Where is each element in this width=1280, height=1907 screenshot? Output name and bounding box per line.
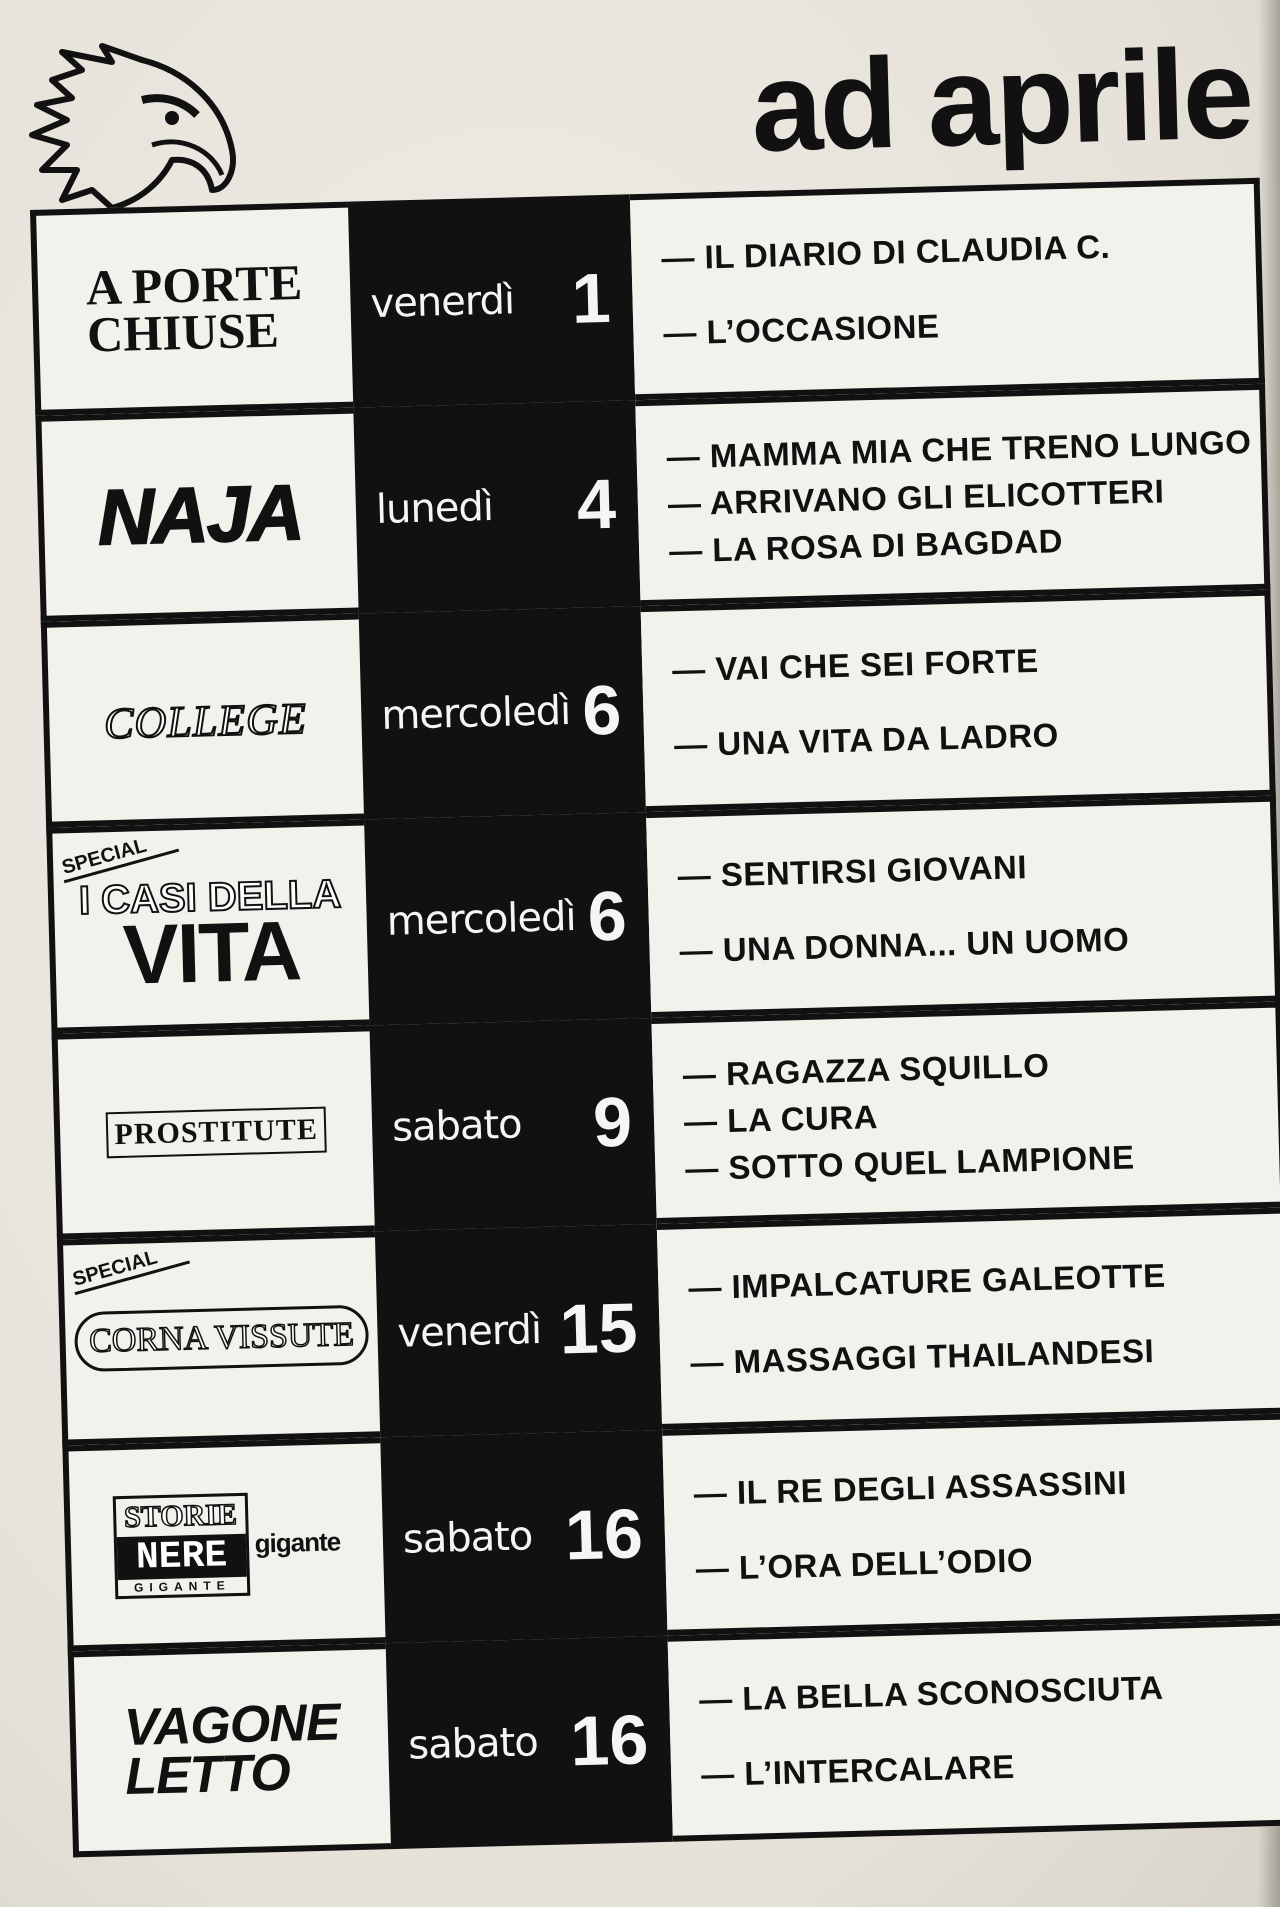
film-title: — UNA DONNA... UN UOMO [679,920,1130,970]
film-titles-cell [630,178,1265,400]
film-title: — ARRIVANO GLI ELICOTTERI [667,472,1165,523]
schedule-row [62,1413,1280,1651]
day-number: 1 [570,258,612,338]
series-logo-line: CHIUSE [86,301,280,363]
series-logo-line: GIGANTE [133,1577,231,1595]
series-logo-line: LETTO [124,1743,291,1807]
film-list [687,1217,1169,1423]
eagle-head-icon [22,40,262,210]
schedule-row [35,384,1270,622]
schedule-row [30,178,1265,416]
weekday-label: venerdì [369,277,515,328]
weekday-label: lunedì [375,483,494,534]
film-title: — LA ROSA DI BAGDAD [668,521,1064,570]
series-logo-text [85,253,304,363]
series-logo-line: COLLEGE [103,693,308,748]
film-title: — SOTTO QUEL LAMPIONE [684,1138,1135,1187]
day-number: 16 [569,1700,650,1781]
series-logo-text [97,466,304,562]
film-title: — MAMMA MIA CHE TRENO LUNGO [666,423,1252,476]
film-title: — UNA VITA DA LADRO [673,716,1060,764]
series-logo-line: CORNA VISSUTE [88,1315,355,1360]
series-logo-cell [62,1437,385,1651]
schedule-table [30,178,1280,1870]
film-list [676,806,1131,1012]
series-logo [36,208,353,410]
day-number: 9 [592,1082,634,1162]
film-title: — MASSAGGI THAILANDESI [689,1332,1155,1382]
series-logo [58,1031,375,1233]
film-titles-cell [646,796,1280,1018]
series-logo-line: VAGONE [123,1693,341,1757]
weekday-label: venerdì [396,1307,542,1357]
date-cell [380,1430,667,1643]
film-list [692,1424,1130,1629]
series-logo-cell [41,614,364,828]
film-title: — LA CURA [683,1097,879,1141]
date-cell [364,812,651,1025]
day-number: 6 [586,876,628,956]
film-title: — SENTIRSI GIOVANI [677,848,1028,895]
page-title: ad aprile [748,22,1253,179]
series-logo-line: VITA [121,903,302,1003]
weekday-label: mercoledì [380,688,571,739]
series-logo-line: I CASI DELLA [78,872,342,924]
date-cell [348,194,635,407]
date-cell [386,1636,673,1849]
schedule-row [57,1207,1280,1445]
film-titles-cell [662,1413,1280,1635]
series-logo-text [106,1107,327,1159]
series-logo-text [113,1490,342,1599]
film-titles-cell [657,1207,1280,1429]
weekday-label: sabato [407,1719,539,1769]
series-logo [47,620,364,822]
series-logo [52,825,369,1027]
schedule-row [41,590,1276,828]
film-title: — IL RE DEGLI ASSASSINI [693,1464,1128,1513]
series-logo-line: A PORTE [85,253,303,316]
date-cell [353,400,640,613]
series-logo-line: gigante [254,1525,341,1559]
series-logo [63,1237,380,1439]
film-title: — IL DIARIO DI CLAUDIA C. [660,228,1111,277]
series-logo-cell [57,1231,380,1445]
film-list [698,1629,1167,1835]
film-title: — L’ORA DELL’ODIO [695,1541,1034,1588]
film-title: — RAGAZZA SQUILLO [682,1046,1050,1094]
film-title: — L’INTERCALARE [700,1748,1016,1794]
weekday-label: mercoledì [386,893,577,945]
film-titles-cell [651,1002,1280,1224]
series-logo [74,1649,391,1851]
series-logo-line: NERE [117,1533,247,1579]
day-number: 15 [558,1288,639,1369]
date-cell [369,1018,656,1231]
series-logo-cell [46,819,369,1033]
series-logo-cell [68,1643,391,1857]
schedule-row [68,1619,1280,1857]
day-number: 6 [581,670,623,750]
film-list [671,601,1061,805]
series-logo-cell [52,1025,375,1239]
series-logo-text [78,858,344,1003]
series-logo-text [123,1693,341,1807]
series-logo-text [103,692,307,748]
film-titles-cell [635,384,1270,606]
series-logo [69,1443,386,1645]
film-title: — L’OCCASIONE [662,307,940,352]
film-title: — VAI CHE SEI FORTE [671,642,1040,689]
film-list [682,1011,1136,1217]
schedule-row [46,796,1280,1034]
film-titles-cell [641,590,1276,812]
weekday-label: sabato [391,1101,523,1151]
film-list [660,188,1114,394]
series-logo-line: PROSTITUTE [114,1112,319,1152]
film-list [665,390,1255,599]
film-title: — IMPALCATURE GALEOTTE [687,1256,1167,1307]
schedule-row [52,1002,1280,1240]
series-logo-text [73,1305,369,1373]
series-logo [42,414,359,616]
weekday-label: sabato [402,1513,533,1563]
film-titles-cell [668,1619,1280,1841]
day-number: 4 [575,464,617,544]
series-logo-line: NAJA [96,467,304,561]
day-number: 16 [563,1494,644,1575]
film-title: — LA BELLA SCONOSCIUTA [698,1669,1164,1719]
date-cell [359,606,646,819]
date-cell [375,1224,662,1437]
series-logo-line: STORIE [123,1497,238,1534]
special-badge: SPECIAL [68,1238,189,1295]
special-badge: SPECIAL [58,827,179,884]
series-logo-cell [30,202,353,416]
series-logo-cell [35,408,358,622]
